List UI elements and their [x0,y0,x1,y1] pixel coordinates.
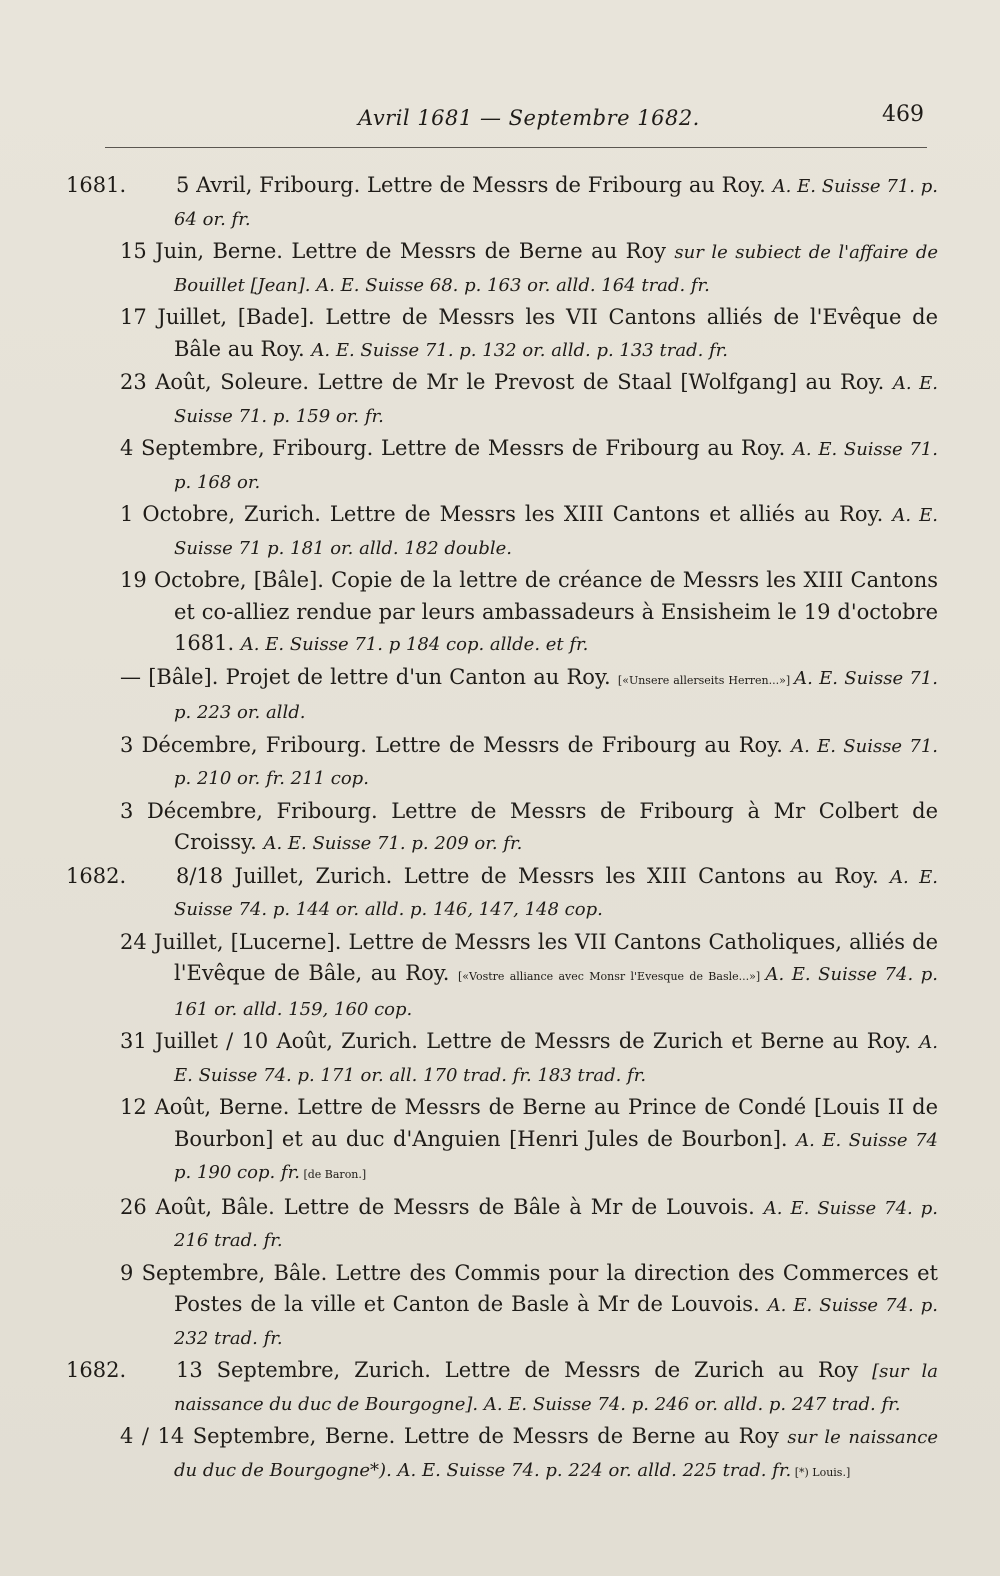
entry-incipit: [«Unsere allerseits Herren...»] [617,673,795,687]
entry-text: 15 Juin, Berne. Lettre de Messrs de Berne au Roy [120,239,675,263]
entry-year: 1682. [66,863,127,888]
entry-year: 1682. [66,1358,127,1382]
entry-reference: A. E. Suisse 74. p. 216 trad. fr. [174,1197,938,1251]
entry [108,1092,938,1191]
entry-reference: A. E. Suisse 74. p. 161 or. alld. 159, 160 cop. [174,964,938,1020]
entry-text: 13 Septembre, Zurich. Lettre de Messrs de Zurich au Roy [176,1358,873,1382]
entry [108,796,938,860]
entry-text: 26 Août, Bâle. Lettre de Messrs de Bâle à Mr de Louvois. [120,1194,764,1219]
entry-reference: A. E. Suisse 71. p. 159 or. fr. [174,373,938,427]
entry [108,927,938,1026]
entry [108,1421,938,1488]
page-header [0,100,1000,140]
entry [108,730,938,795]
entry-reference: A. E. Suisse 71. p. 209 or. fr. [263,833,523,854]
entry-reference: A. E. Suisse 71. p. 168 or. [174,439,938,493]
entry [66,861,938,926]
entry-reference: A. E. Suisse 71. p. 132 or. alld. p. 133 trad. fr. [311,339,729,361]
entry [108,1026,938,1091]
entry-reference: A. E. Suisse 74. p. 144 or. alld. p. 146, 147, 148 cop. [174,866,938,920]
entry-reference: sur le naissance du duc de Bourgogne*). A. E. Suisse 74. p. 224 or. alld. 225 trad. fr. [174,1427,938,1481]
entry-note: [*) Louis.] [791,1465,851,1479]
entry [108,367,938,432]
entry-incipit: [«Vostre alliance avec Monsr l'Evesque de Basle...»] [457,970,766,983]
page-number: 469 [882,102,924,127]
entry-reference: [sur la naissance du duc de Bourgogne]. A. E. Suisse 74. p. 246 or. alld. p. 247 trad. fr. [174,1361,938,1415]
entry-text: 17 Juillet, [Bade]. Lettre de Messrs les VII Cantons alliés de l'Evêque de Bâle au Roy. [120,305,938,361]
entries-list [66,170,939,1489]
entry-text: 23 Août, Soleure. Lettre de Mr le Prevost de Staal [Wolfgang] au Roy. [120,370,893,394]
entry [108,302,938,366]
entry-text: 4 Septembre, Fribourg. Lettre de Messrs de Fribourg au Roy. [120,436,793,460]
entry-text: 3 Décembre, Fribourg. Lettre de Messrs de Fribourg à Mr Colbert de Croissy. [120,798,938,854]
entry-text: 3 Décembre, Fribourg. Lettre de Messrs de Fribourg au Roy. [120,732,792,757]
entry-reference: A. E. Suisse 71. p 184 cop. allde. et fr. [240,634,589,655]
entry-reference: A. E. Suisse 74. p. 232 trad. fr. [174,1295,939,1349]
entry-year: 1681. [66,173,127,197]
entry [108,662,938,729]
entry [108,1258,938,1355]
entry-text: 5 Avril, Fribourg. Lettre de Messrs de Fribourg au Roy. [176,173,773,197]
entry-text: 31 Juillet / 10 Août, Zurich. Lettre de Messrs de Zurich et Berne au Roy. [120,1029,920,1053]
entry-reference: A. E. Suisse 71. p. 210 or. fr. 211 cop. [174,735,938,789]
entry-text: 8/18 Juillet, Zurich. Lettre de Messrs les XIII Cantons au Roy. [176,863,890,888]
entry-text: 1 Octobre, Zurich. Lettre de Messrs les XIII Cantons et alliés au Roy. [120,502,893,526]
entry [108,236,938,301]
entry-reference: sur le subiect de l'affaire de Bouillet [Jean]. A. E. Suisse 68. p. 163 or. alld. 164 trad. fr. [174,242,939,296]
header-rule [105,147,927,148]
entry-text: 9 Septembre, Bâle. Lettre des Commis pour la direction des Commerces et Postes de la ville et Canton de Basle à Mr de Louvois. [120,1260,938,1316]
entry-text: 4 / 14 Septembre, Berne. Lettre de Messrs de Berne au Roy [120,1424,788,1448]
entry [108,499,938,564]
entry-reference: A. E. Suisse 71. p. 223 or. alld. [174,667,938,723]
entry-text: 12 Août, Berne. Lettre de Messrs de Berne au Prince de Condé [Louis II de Bourbon] et au duc d'Anguien [Henri Jules de Bourbon]. [120,1095,938,1151]
entry-reference: A. E. Suisse 74 p. 190 cop. fr. [174,1129,938,1183]
entry [66,1355,938,1420]
entry [108,565,938,661]
entry-text: — [Bâle]. Projet de lettre d'un Canton au Roy. [120,664,618,689]
entry-reference: A. E. Suisse 71. p. 64 or. fr. [174,176,938,230]
running-title: Avril 1681 — Septembre 1682. [358,106,700,130]
entry-text: 19 Octobre, [Bâle]. Copie de la lettre de créance de Messrs les XIII Cantons et co-alliez rendue par leurs ambassadeurs à Ensisheim le 19 d'octobre 1681. [120,568,938,655]
entry-text: 24 Juillet, [Lucerne]. Lettre de Messrs les VII Cantons Catholiques, alliés de l'Evêque de Bâle, au Roy. [120,929,938,985]
entry-reference: A. E. Suisse 74. p. 171 or. all. 170 trad. fr. 183 trad. fr. [174,1032,938,1086]
entry [66,170,938,235]
entry-note: [de Baron.] [299,1168,367,1181]
entry [108,1192,938,1257]
entry-reference: A. E. Suisse 71 p. 181 or. alld. 182 double. [174,505,939,559]
entry [108,433,938,498]
